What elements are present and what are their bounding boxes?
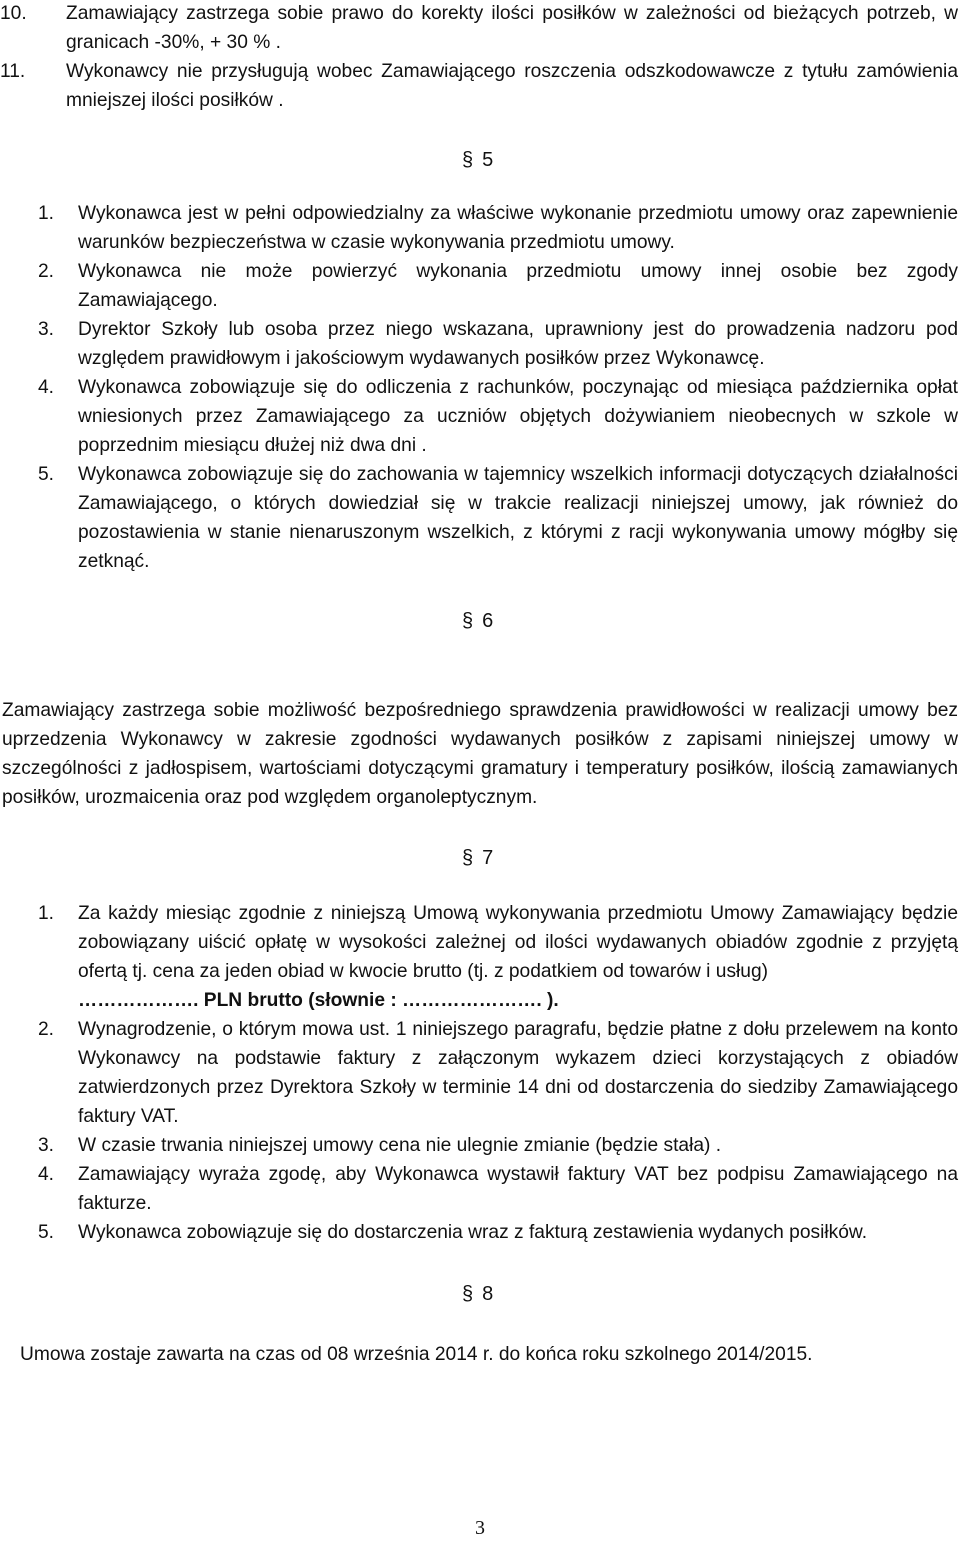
item-text: Wykonawcy nie przysługują wobec Zamawiającego roszczenia odszkodowawcze z tytułu zamówienia mniejszej ilości posiłków . [66, 61, 958, 111]
list-item [0, 373, 960, 460]
section-5-body [0, 199, 960, 576]
section-5-heading [462, 146, 493, 175]
item-number: 3. [38, 319, 55, 340]
section-7-heading [462, 844, 493, 873]
list-item [0, 57, 960, 115]
section-mark: § [462, 149, 474, 171]
item-number: 11. [0, 61, 26, 82]
item-number: 5. [38, 1222, 55, 1243]
item-text: Zamawiający zastrzega sobie prawo do korekty ilości posiłków w zależności od bieżących potrzeb, w granicach -30%, + 30 % . [66, 3, 958, 53]
list-item [0, 1218, 960, 1247]
page-number: 3 [475, 1517, 485, 1539]
item-number: 2. [38, 261, 55, 282]
item-text: Wykonawca zobowiązuje się do odliczenia z rachunków, poczynając od miesiąca października opłat wniesionych przez Zamawiającego za uczniów objętych dożywianiem nieobecnych w szkole w poprzednim miesiącu dłużej niż dwa dni . [78, 377, 958, 456]
item-number: 3. [38, 1135, 55, 1156]
list-item [0, 257, 960, 315]
section-6-paragraph: Zamawiający zastrzega sobie możliwość bezpośredniego sprawdzenia prawidłowości w realizacji umowy bez uprzedzenia Wykonawcy w zakresie zgodności wydawanych posiłków z zapisami niniejszej umowy w szczególności z jadłospisem, wartościami dotyczącymi gramatury i temperatury posiłków, ilością zamawianych posiłków, urozmaicenia oraz pod względem organoleptycznym. [2, 700, 958, 808]
item-number: 4. [38, 1164, 55, 1185]
list-item [0, 899, 960, 1015]
item-text: Wykonawca zobowiązuje się do zachowania w tajemnicy wszelkich informacji dotyczących działalności Zamawiającego, o których dowiedział się w trakcie realizacji niniejszej umowy, jak również do pozostawienia w stanie nienaruszonym wszelkich, z którymi z racji wykonywania umowy mógłby się zetknąć. [78, 464, 958, 572]
section-mark: § [462, 610, 474, 632]
section-number: 6 [482, 610, 494, 632]
section-mark: § [462, 847, 474, 869]
section-number: 8 [482, 1283, 494, 1305]
price-line: ………………. PLN brutto (słownie : …………………. ). [78, 990, 559, 1011]
list-item [0, 199, 960, 257]
item-text: Wykonawca zobowiązuje się do dostarczenia wraz z fakturą zestawienia wydanych posiłków. [78, 1222, 868, 1243]
list-item [0, 460, 960, 576]
top-items-list [0, 0, 960, 115]
section-7-body [0, 899, 960, 1247]
section-number: 5 [482, 149, 494, 171]
section-8-paragraph: Umowa zostaje zawarta na czas od 08 września 2014 r. do końca roku szkolnego 2014/2015. [20, 1344, 813, 1365]
item-text: W czasie trwania niniejszej umowy cena nie ulegnie zmianie (będzie stała) . [78, 1135, 722, 1156]
item-number: 2. [38, 1019, 55, 1040]
list-item [0, 1160, 960, 1218]
item-text: Zamawiający wyraża zgodę, aby Wykonawca wystawił faktury VAT bez podpisu Zamawiającego na fakturze. [78, 1164, 958, 1214]
section-number: 7 [482, 847, 494, 869]
item-text: Za każdy miesiąc zgodnie z niniejszą Umową wykonywania przedmiotu Umowy Zamawiający będzie zobowiązany uiścić opłatę w wysokości zależnej od ilości wydawanych obiadów zgodnie z przyjętą ofertą tj. cena za jeden obiad w kwocie brutto (tj. z podatkiem od towarów i usług) [78, 903, 958, 982]
item-text: Wykonawca jest w pełni odpowiedzialny za właściwe wykonanie przedmiotu umowy oraz zapewnienie warunków bezpieczeństwa w czasie wykonywania przedmiotu umowy. [78, 203, 958, 253]
item-number: 1. [38, 203, 55, 224]
item-number: 4. [38, 377, 55, 398]
section-mark: § [462, 1283, 474, 1305]
list-item [0, 1015, 960, 1131]
section-6-heading [462, 607, 493, 636]
section-5-list [0, 199, 960, 576]
item-number: 1. [38, 903, 55, 924]
item-text: Wykonawca nie może powierzyć wykonania przedmiotu umowy innej osobie bez zgody Zamawiającego. [78, 261, 958, 311]
item-text: Wynagrodzenie, o którym mowa ust. 1 niniejszego paragrafu, będzie płatne z dołu przelewem na konto Wykonawcy na podstawie faktury z załączonym wykazem dzieci korzystających z obiadów zatwierdzonych przez Dyrektora Szkoły w terminie 14 dni od dostarczenia do siedziby Zamawiającego faktury VAT. [78, 1019, 958, 1127]
top-items-block [0, 0, 960, 115]
item-number: 5. [38, 464, 55, 485]
list-item [0, 1131, 960, 1160]
item-number: 10. [0, 3, 27, 24]
section-8-heading [462, 1280, 493, 1309]
list-item [0, 315, 960, 373]
section-7-list [0, 899, 960, 1247]
list-item [0, 0, 960, 57]
item-text: Dyrektor Szkoły lub osoba przez niego wskazana, uprawniony jest do prowadzenia nadzoru pod względem prawidłowym i jakościowym wydawanych posiłków przez Wykonawcę. [78, 319, 958, 369]
